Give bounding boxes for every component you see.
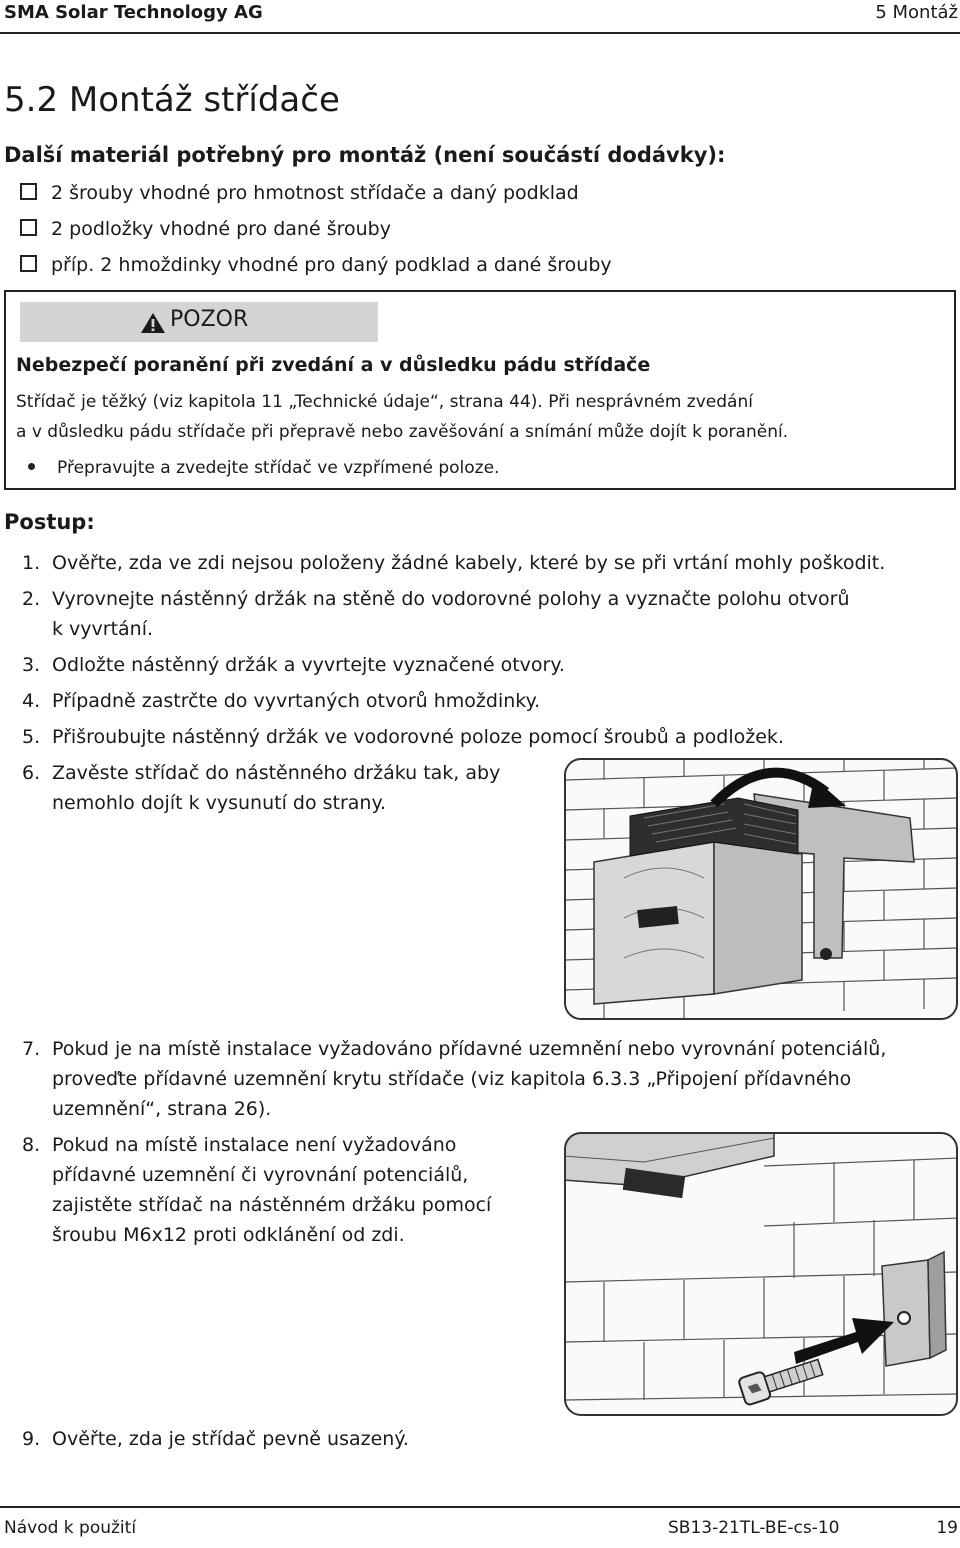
checkbox-icon xyxy=(20,183,37,200)
material-item: příp. 2 hmoždinky vhodné pro daný podklad a dané šrouby xyxy=(20,254,612,276)
header-rule xyxy=(0,32,960,34)
header-section: 5 Montáž xyxy=(875,2,958,23)
material-item: 2 podložky vhodné pro dané šrouby xyxy=(20,218,391,240)
inverter-mounting-illustration xyxy=(564,758,958,1020)
warning-heading: Nebezpečí poranění při zvedání a v důsledku pádu střídače xyxy=(16,354,651,376)
warning-text: Střídač je těžký (viz kapitola 11 „Technické údaje“, strana 44). Při nesprávném zvedání xyxy=(16,392,753,412)
material-item: 2 šrouby vhodné pro hmotnost střídače a daný podklad xyxy=(20,182,579,204)
screw-securing-illustration xyxy=(564,1132,958,1416)
footer-rule xyxy=(0,1506,960,1508)
warning-box xyxy=(4,290,956,490)
procedure-heading: Postup: xyxy=(4,510,95,534)
checkbox-icon xyxy=(20,219,37,236)
warning-label: POZOR xyxy=(170,307,249,332)
warning-text: a v důsledku pádu střídače při přepravě nebo zavěšování a snímání může dojít k poranění. xyxy=(16,422,789,442)
materials-heading: Další materiál potřebný pro montáž (není součástí dodávky): xyxy=(4,143,726,167)
footer-page-number: 19 xyxy=(936,1518,958,1538)
warning-label-bar xyxy=(20,302,378,342)
checkbox-icon xyxy=(20,255,37,272)
warning-bullet: Přepravujte a zvedejte střídač ve vzpřímené poloze. xyxy=(28,458,499,478)
warning-triangle-icon xyxy=(140,312,166,334)
footer-doc-type: Návod k použití xyxy=(4,1518,137,1538)
section-title: 5.2 Montáž střídače xyxy=(4,80,340,120)
footer-doc-code: SB13-21TL-BE-cs-10 xyxy=(668,1518,840,1538)
header-company: SMA Solar Technology AG xyxy=(4,2,263,23)
